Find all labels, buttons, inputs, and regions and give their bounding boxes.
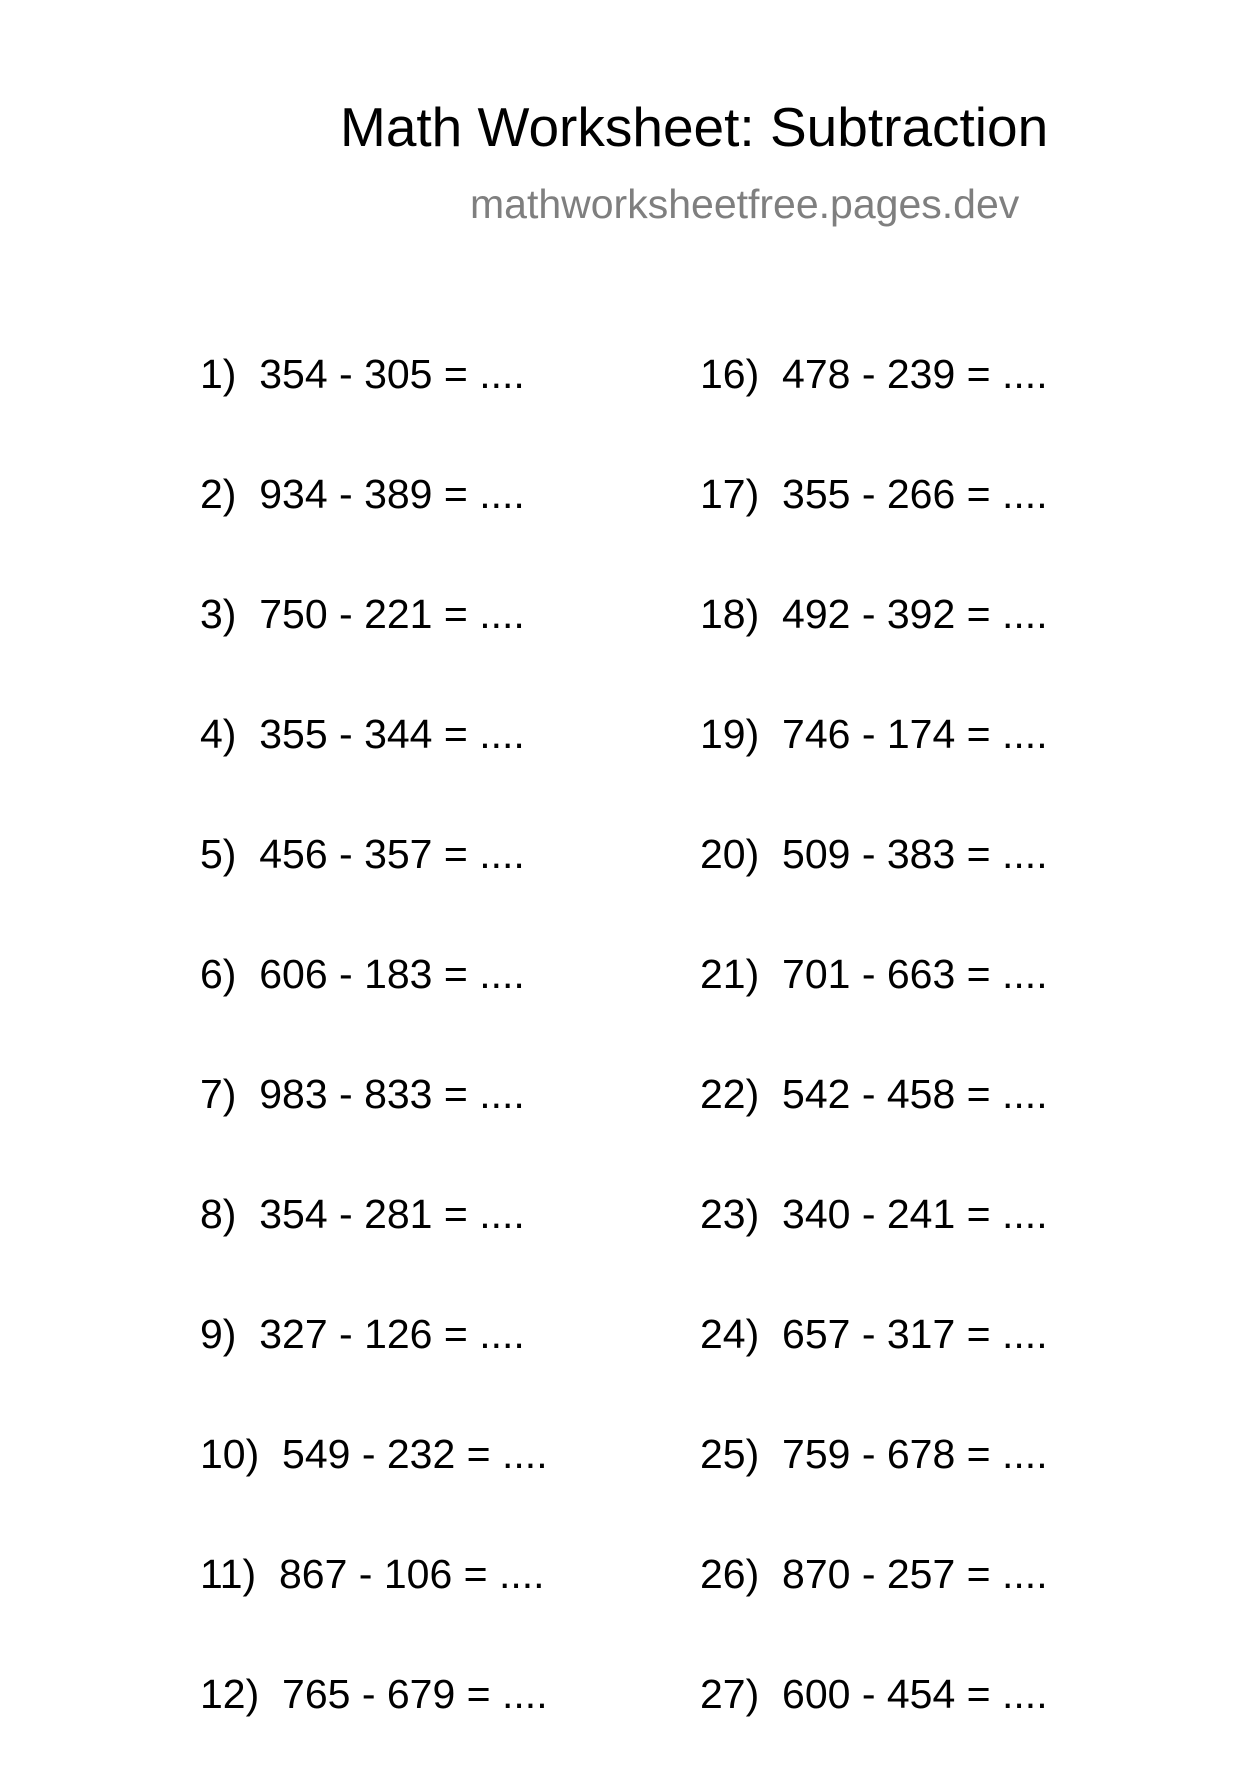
website-url: mathworksheetfree.pages.dev (470, 181, 1020, 227)
problem-item: 2) 934 - 389 = .... (200, 471, 525, 517)
problem-item: 8) 354 - 281 = .... (200, 1191, 525, 1237)
problem-item: 4) 355 - 344 = .... (200, 711, 525, 757)
problem-item: 3) 750 - 221 = .... (200, 591, 525, 637)
problem-item: 10) 549 - 232 = .... (200, 1431, 548, 1477)
problem-item: 11) 867 - 106 = .... (200, 1551, 545, 1597)
problem-item: 12) 765 - 679 = .... (200, 1671, 548, 1717)
problem-item: 9) 327 - 126 = .... (200, 1311, 525, 1357)
problem-item: 16) 478 - 239 = .... (700, 351, 1048, 397)
problem-item: 17) 355 - 266 = .... (700, 471, 1048, 517)
problem-item: 6) 606 - 183 = .... (200, 951, 525, 997)
problem-item: 21) 701 - 663 = .... (700, 951, 1048, 997)
problem-item: 18) 492 - 392 = .... (700, 591, 1048, 637)
problem-item: 24) 657 - 317 = .... (700, 1311, 1048, 1357)
problem-item: 25) 759 - 678 = .... (700, 1431, 1048, 1477)
problem-item: 19) 746 - 174 = .... (700, 711, 1048, 757)
problems-column-left (200, 349, 720, 1789)
problem-item: 27) 600 - 454 = .... (700, 1671, 1048, 1717)
problems-column-right (700, 349, 1220, 1789)
problem-item: 23) 340 - 241 = .... (700, 1191, 1048, 1237)
problem-item: 7) 983 - 833 = .... (200, 1071, 525, 1117)
problem-item: 26) 870 - 257 = .... (700, 1551, 1048, 1597)
problem-item: 22) 542 - 458 = .... (700, 1071, 1048, 1117)
worksheet-title: Math Worksheet: Subtraction (340, 96, 1049, 158)
problem-item: 20) 509 - 383 = .... (700, 831, 1048, 877)
problem-item: 5) 456 - 357 = .... (200, 831, 525, 877)
problem-item: 1) 354 - 305 = .... (200, 351, 525, 397)
